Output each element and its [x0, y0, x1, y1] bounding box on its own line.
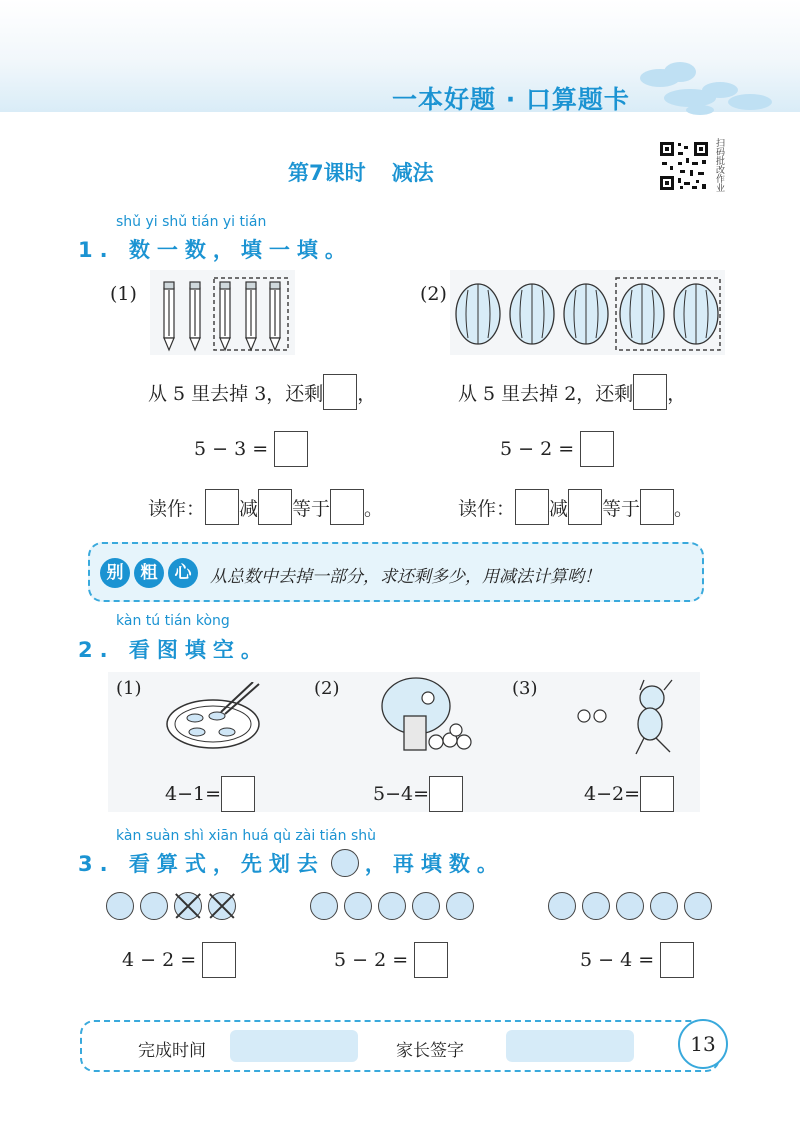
- minus-word: 减: [239, 497, 259, 520]
- answer-box[interactable]: [330, 489, 364, 525]
- footer-bar: [80, 1020, 720, 1072]
- q3-title-part-a: 3. 看算式，先划去: [78, 852, 325, 876]
- answer-box[interactable]: [660, 942, 694, 978]
- equation-text: 4−1=: [165, 783, 222, 805]
- q1-part1-sentence-text: 从 5 里去掉 3，还剩: [148, 382, 324, 405]
- q3-group1-circles: [106, 892, 242, 920]
- answer-box[interactable]: [202, 942, 236, 978]
- qr-code-icon[interactable]: [658, 140, 710, 192]
- tip-text: 从总数中去掉一部分，求还剩多少，用减法计算哟！: [210, 567, 601, 587]
- comma: ，: [357, 382, 377, 405]
- period: 。: [674, 497, 694, 520]
- answer-box[interactable]: [429, 776, 463, 812]
- q2-item3-label: (3): [512, 678, 538, 699]
- period: 。: [364, 497, 384, 520]
- q2-title: 2. 看图填空。: [78, 638, 269, 662]
- q1-part1-read: [148, 489, 383, 525]
- tip-badge: 粗: [134, 558, 164, 588]
- parent-signature-field[interactable]: [506, 1030, 634, 1062]
- q1-pinyin: shǔ yi shǔ tián yi tián: [116, 214, 267, 230]
- completion-time-field[interactable]: [230, 1030, 358, 1062]
- read-label: 读作：: [458, 497, 516, 520]
- q3-group3-equation: [580, 942, 694, 978]
- minus-word: 减: [549, 497, 569, 520]
- crossed-circle[interactable]: [208, 892, 236, 920]
- circle[interactable]: [412, 892, 440, 920]
- circle[interactable]: [344, 892, 372, 920]
- clouds-decoration: [630, 50, 790, 120]
- circle[interactable]: [616, 892, 644, 920]
- parent-signature-label: 家长签字: [396, 1041, 464, 1061]
- q1-part2-label: (2): [420, 283, 447, 305]
- q2-item3-equation: [584, 776, 674, 812]
- equation-text: 5 − 4 =: [580, 949, 655, 971]
- equation-text: 5 − 2 =: [500, 438, 575, 460]
- q3-group2-equation: [334, 942, 448, 978]
- q1-part1-sentence: [148, 374, 376, 410]
- circle[interactable]: [582, 892, 610, 920]
- answer-box[interactable]: [414, 942, 448, 978]
- equation-text: 5−4=: [373, 783, 430, 805]
- answer-box[interactable]: [274, 431, 308, 467]
- equation-text: 5 − 3 =: [194, 438, 269, 460]
- q1-part2-sentence-text: 从 5 里去掉 2，还剩: [458, 382, 634, 405]
- crossed-circle[interactable]: [174, 892, 202, 920]
- equals-word: 等于: [292, 497, 331, 520]
- q1-part2-read: [458, 489, 693, 525]
- answer-box[interactable]: [323, 374, 357, 410]
- equation-text: 5 − 2 =: [334, 949, 409, 971]
- watermelons-illustration: [450, 270, 725, 355]
- q1-part2-sentence: [458, 374, 686, 410]
- qr-caption: 扫码批改作业: [714, 138, 724, 192]
- pencils-illustration: [150, 270, 295, 355]
- circle[interactable]: [106, 892, 134, 920]
- brand-title: 一本好题 · 口算题卡: [392, 85, 630, 114]
- answer-box[interactable]: [640, 489, 674, 525]
- completion-time-label: 完成时间: [138, 1041, 206, 1061]
- answer-box[interactable]: [640, 776, 674, 812]
- lesson-topic: 减法: [391, 161, 434, 185]
- answer-box[interactable]: [221, 776, 255, 812]
- tip-badge: 心: [168, 558, 198, 588]
- q2-item1-equation: [165, 776, 255, 812]
- equals-word: 等于: [602, 497, 641, 520]
- q2-item2-equation: [373, 776, 463, 812]
- lesson-title: [288, 157, 434, 187]
- tip-badge: 别: [100, 558, 130, 588]
- answer-box[interactable]: [258, 489, 292, 525]
- q3-group2-circles: [310, 892, 480, 920]
- q1-title: 1. 数一数，填一填。: [78, 238, 353, 262]
- q3-pinyin: kàn suàn shì xiān huá qù zài tián shù: [116, 828, 376, 844]
- answer-box[interactable]: [580, 431, 614, 467]
- answer-box[interactable]: [515, 489, 549, 525]
- q3-title: [78, 848, 505, 878]
- monkey-peaches-illustration: [574, 676, 694, 756]
- q1-part1-label: (1): [110, 283, 137, 305]
- q2-pinyin: kàn tú tián kòng: [116, 613, 230, 629]
- equation-text: 4−2=: [584, 783, 641, 805]
- lesson-number: 第7课时: [288, 161, 366, 185]
- answer-box[interactable]: [205, 489, 239, 525]
- circle-icon: [331, 849, 359, 877]
- q2-item1-label: (1): [116, 678, 142, 699]
- q1-part1-equation: [194, 431, 308, 467]
- answer-box[interactable]: [568, 489, 602, 525]
- answer-box[interactable]: [633, 374, 667, 410]
- q2-item2-label: (2): [314, 678, 340, 699]
- comma: ，: [667, 382, 687, 405]
- q3-title-part-b: ，再填数。: [364, 852, 505, 876]
- q1-part2-equation: [500, 431, 614, 467]
- q3-group3-circles: [548, 892, 718, 920]
- circle[interactable]: [140, 892, 168, 920]
- circle[interactable]: [684, 892, 712, 920]
- q3-group1-equation: [122, 942, 236, 978]
- page-number: 13: [678, 1019, 728, 1069]
- read-label: 读作：: [148, 497, 206, 520]
- circle[interactable]: [446, 892, 474, 920]
- circle[interactable]: [378, 892, 406, 920]
- circle[interactable]: [650, 892, 678, 920]
- fish-plate-illustration: [165, 682, 265, 752]
- tip-box: [88, 542, 704, 602]
- circle[interactable]: [310, 892, 338, 920]
- equation-text: 4 − 2 =: [122, 949, 197, 971]
- tree-apples-illustration: [378, 676, 478, 756]
- circle[interactable]: [548, 892, 576, 920]
